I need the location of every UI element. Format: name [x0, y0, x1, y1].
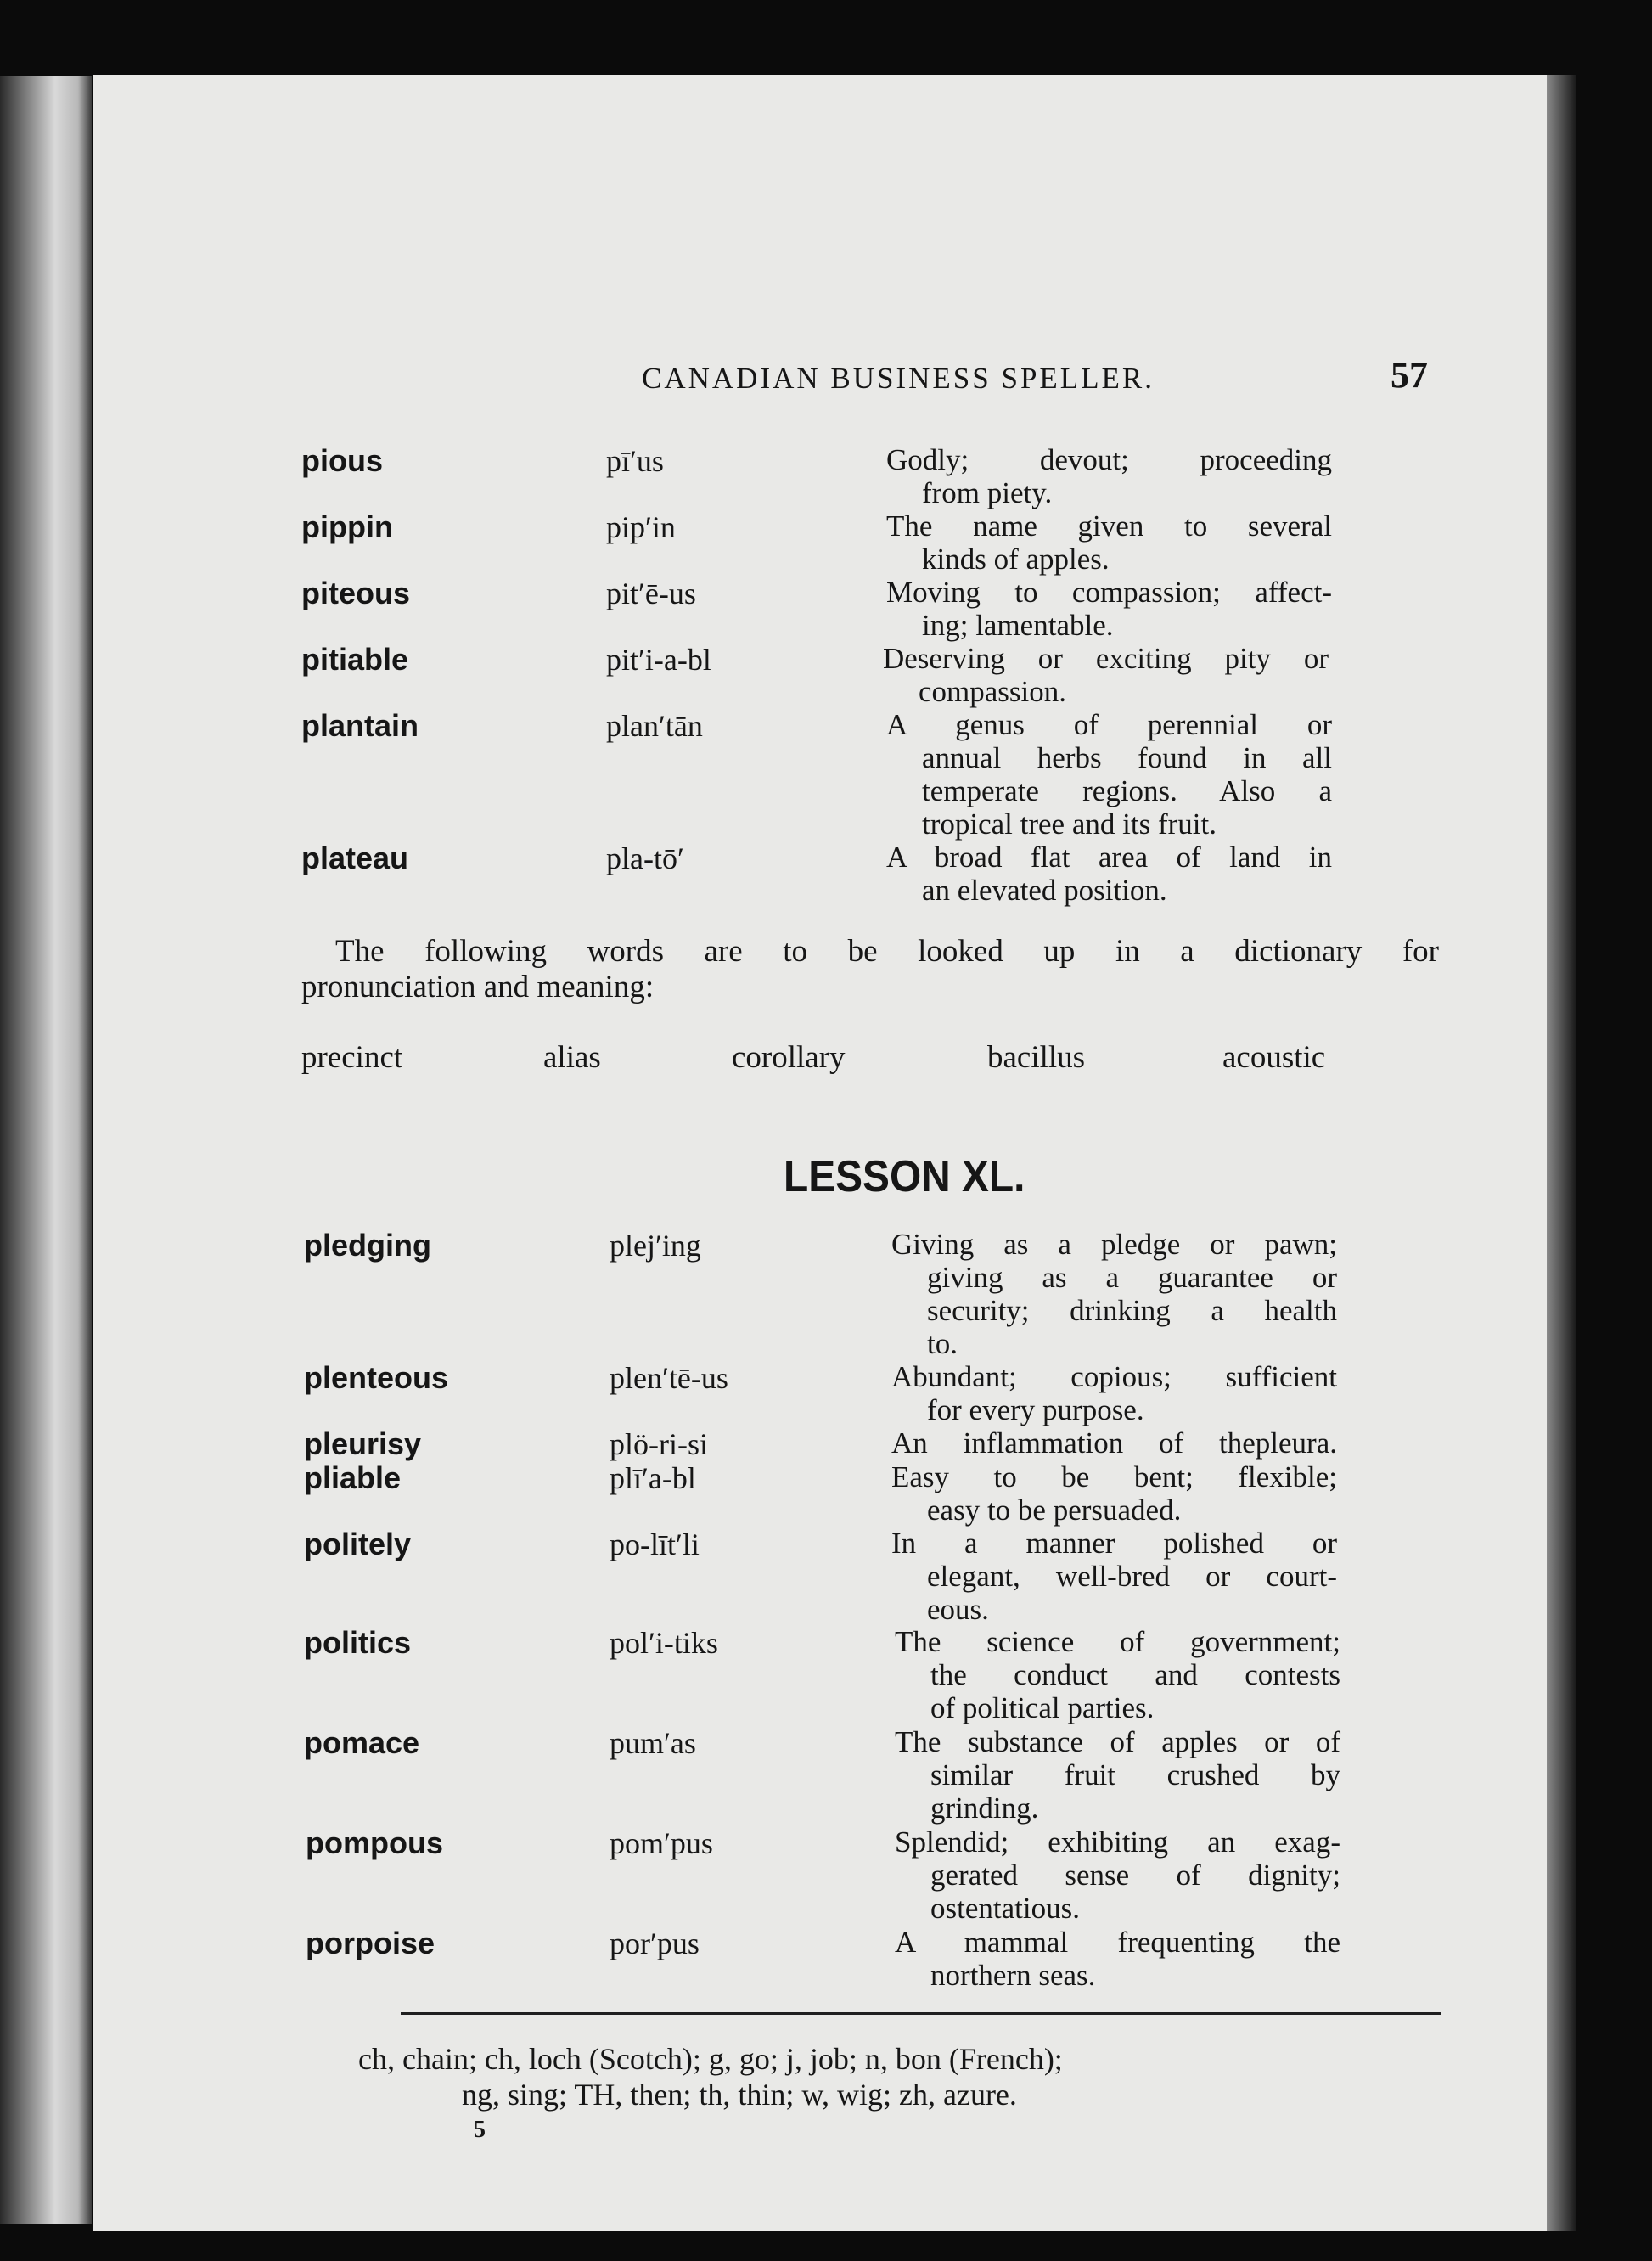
- definition-line: tropical tree and its fruit.: [922, 807, 1217, 841]
- entry-definition: [891, 1426, 1337, 1460]
- definition-line: northern seas.: [930, 1959, 1096, 1992]
- entry-word: plantain: [301, 708, 419, 743]
- definition-line: compassion.: [919, 675, 1067, 708]
- definition-line: The substance of apples or of: [895, 1725, 1340, 1758]
- lookup-word: alias: [543, 1040, 601, 1075]
- definition-line: gerated sense of dignity;: [930, 1859, 1340, 1892]
- definition-line: grinding.: [930, 1791, 1039, 1825]
- entry-pronunciation: pit′i-a-bl: [606, 643, 711, 677]
- definition-line: In a manner polished or: [891, 1527, 1337, 1560]
- entry-pronunciation: pol′i-tiks: [610, 1626, 718, 1660]
- definition-line: of political parties.: [930, 1691, 1155, 1724]
- lookup-word: bacillus: [987, 1040, 1086, 1075]
- entry-pronunciation: pip′in: [606, 510, 676, 544]
- definition-line: The science of government;: [895, 1625, 1340, 1658]
- entry-definition: [891, 1460, 1337, 1527]
- entry-pronunciation: pit′ē-us: [606, 576, 696, 610]
- definition-line: for every purpose.: [927, 1393, 1144, 1426]
- definition-line: elegant, well-bred or court-: [927, 1560, 1337, 1593]
- definition-line: Moving to compassion; affect-: [886, 576, 1332, 609]
- entry-definition: [891, 1360, 1337, 1426]
- lookup-word: acoustic: [1222, 1040, 1326, 1075]
- definition-line: ing; lamentable.: [922, 609, 1114, 642]
- entry-pronunciation: plej′ing: [610, 1229, 701, 1263]
- definition-line: A broad flat area of land in: [886, 841, 1332, 874]
- entry-definition: [891, 1228, 1337, 1360]
- entry-definition: [883, 642, 1329, 708]
- entry-word: pledging: [304, 1228, 431, 1263]
- pronunciation-key-line: ch, chain; ch, loch (Scotch); g, go; j, job; n, bon (French);: [358, 2042, 1063, 2076]
- entry-pronunciation: pom′pus: [610, 1826, 713, 1860]
- pronunciation-key-line: ng, sing; TH, then; th, thin; w, wig; zh, azure.: [462, 2078, 1017, 2112]
- definition-line: from piety.: [922, 476, 1053, 509]
- definition-line: easy to be persuaded.: [927, 1493, 1182, 1527]
- entry-word: pomace: [304, 1725, 420, 1760]
- entry-definition: [895, 1825, 1340, 1925]
- definition-line: Abundant; copious; sufficient: [891, 1360, 1337, 1393]
- entry-definition: [886, 509, 1332, 576]
- definition-line: The name given to several: [886, 509, 1332, 543]
- entry-word: pious: [301, 443, 383, 478]
- entry-pronunciation: plö-ri-si: [610, 1427, 708, 1461]
- instruction-paragraph: [301, 934, 1439, 1005]
- signature-mark: 5: [474, 2117, 486, 2143]
- definition-line: ostentatious.: [930, 1892, 1080, 1925]
- definition-line: temperate regions. Also a: [922, 774, 1332, 807]
- definition-line: An inflammation of thepleura.: [891, 1426, 1337, 1460]
- entry-word: plenteous: [304, 1360, 449, 1395]
- definition-line: giving as a guarantee or: [927, 1261, 1337, 1294]
- definition-line: similar fruit crushed by: [930, 1758, 1340, 1791]
- lookup-word: precinct: [301, 1040, 403, 1075]
- facing-page-edge: [0, 76, 92, 2224]
- entry-definition: [886, 708, 1332, 841]
- definition-line: A genus of perennial or: [886, 708, 1332, 741]
- entry-definition: [891, 1527, 1337, 1626]
- entry-pronunciation: plen′tē-us: [610, 1361, 728, 1395]
- entry-definition: [886, 841, 1332, 907]
- footer-rule: [401, 2012, 1441, 2015]
- entry-word: plateau: [301, 841, 409, 875]
- entry-pronunciation: po-līt′li: [610, 1527, 700, 1561]
- instruction-line: pronunciation and meaning:: [301, 970, 655, 1004]
- entry-word: politely: [304, 1527, 412, 1561]
- instruction-line: The following words are to be looked up in a dictionary for: [335, 934, 1439, 969]
- definition-line: kinds of apples.: [922, 543, 1110, 576]
- entry-definition: [895, 1625, 1340, 1724]
- definition-line: the conduct and contests: [930, 1658, 1340, 1691]
- definition-line: Easy to be bent; flexible;: [891, 1460, 1337, 1493]
- entry-word: politics: [304, 1625, 412, 1660]
- definition-line: eous.: [927, 1593, 989, 1626]
- running-header: CANADIAN BUSINESS SPELLER.: [642, 362, 1155, 395]
- entry-word: pippin: [301, 509, 393, 544]
- entry-word: porpoise: [306, 1926, 435, 1960]
- definition-line: A mammal frequenting the: [895, 1926, 1340, 1959]
- entry-pronunciation: plī′a-bl: [610, 1461, 696, 1495]
- lookup-word: corollary: [732, 1040, 846, 1075]
- definition-line: Godly; devout; proceeding: [886, 443, 1332, 476]
- entry-word: pleurisy: [304, 1426, 422, 1461]
- entry-word: piteous: [301, 576, 411, 610]
- definition-line: annual herbs found in all: [922, 741, 1332, 774]
- entry-pronunciation: pī′us: [606, 444, 664, 478]
- definition-line: Splendid; exhibiting an exag-: [895, 1825, 1340, 1859]
- entry-definition: [895, 1725, 1340, 1825]
- definition-line: an elevated position.: [922, 874, 1167, 907]
- page-number: 57: [1391, 354, 1428, 396]
- entry-pronunciation: plan′tān: [606, 709, 703, 743]
- entry-definition: [886, 576, 1332, 642]
- lesson-title: LESSON XL.: [784, 1152, 1025, 1201]
- entry-word: pompous: [306, 1825, 443, 1860]
- definition-line: Deserving or exciting pity or: [883, 642, 1329, 675]
- entry-definition: [895, 1926, 1340, 1992]
- entry-pronunciation: pum′as: [610, 1726, 696, 1760]
- entry-word: pitiable: [301, 642, 409, 677]
- entry-definition: [886, 443, 1332, 509]
- definition-line: Giving as a pledge or pawn;: [891, 1228, 1337, 1261]
- entry-pronunciation: por′pus: [610, 1926, 700, 1960]
- definition-line: security; drinking a health: [927, 1294, 1337, 1327]
- entry-word: pliable: [304, 1460, 402, 1495]
- definition-line: to.: [927, 1327, 958, 1360]
- book-page: [93, 75, 1547, 2231]
- page-edge-shadow: [1547, 75, 1576, 2231]
- entry-pronunciation: pla-tō′: [606, 841, 684, 875]
